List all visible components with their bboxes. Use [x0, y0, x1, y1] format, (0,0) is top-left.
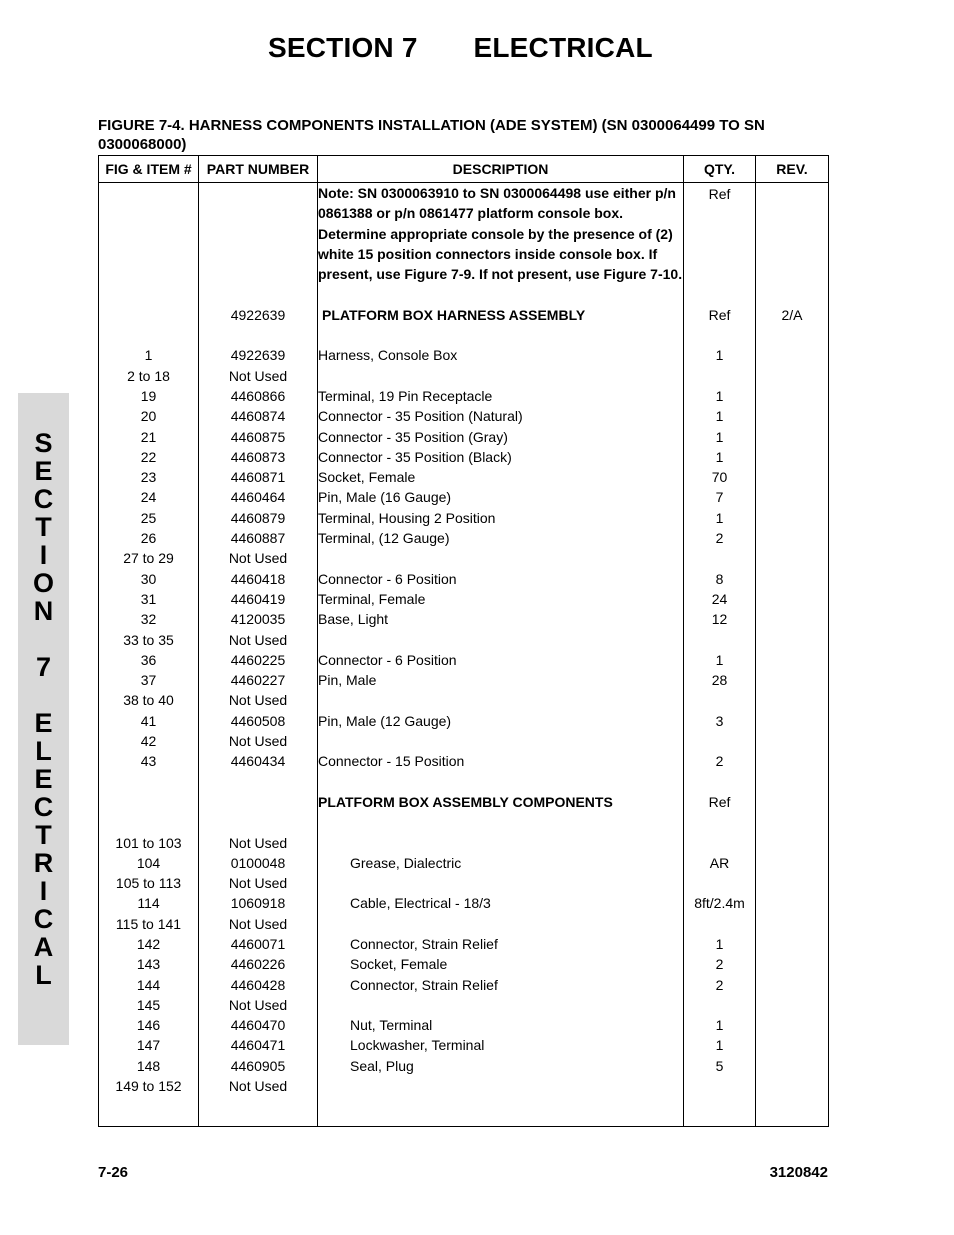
column-header-rev: REV.	[756, 156, 829, 183]
part-number-cell: Not Used	[199, 1076, 318, 1096]
description-cell	[318, 284, 684, 304]
rev-cell	[756, 508, 829, 528]
part-number-cell: 4460873	[199, 447, 318, 467]
rev-cell	[756, 325, 829, 345]
qty-cell: 12	[684, 609, 756, 629]
side-section-tab	[18, 393, 69, 1045]
rev-cell	[756, 569, 829, 589]
rev-cell	[756, 487, 829, 507]
table-row	[99, 487, 829, 507]
item-cell	[99, 183, 199, 285]
table-row	[99, 751, 829, 771]
side-tab-letter: R	[33, 848, 54, 878]
item-cell: 144	[99, 975, 199, 995]
part-number-cell: 4460887	[199, 528, 318, 548]
table-row	[99, 467, 829, 487]
qty-cell: 1	[684, 345, 756, 365]
table-row	[99, 792, 829, 812]
section-name: ELECTRICAL	[473, 32, 653, 63]
item-cell	[99, 772, 199, 792]
table-row	[99, 650, 829, 670]
rev-cell	[756, 792, 829, 812]
table-row	[99, 609, 829, 629]
spacer-cell	[99, 1096, 199, 1127]
column-header-qty: QTY.	[684, 156, 756, 183]
qty-cell	[684, 548, 756, 568]
rev-cell	[756, 609, 829, 629]
description-cell: Terminal, Female	[318, 589, 684, 609]
part-number-cell: 4460226	[199, 954, 318, 974]
rev-cell	[756, 812, 829, 832]
table-row	[99, 772, 829, 792]
part-number-cell: 4460225	[199, 650, 318, 670]
table-row	[99, 954, 829, 974]
rev-cell	[756, 893, 829, 913]
item-cell: 114	[99, 893, 199, 913]
description-cell	[318, 366, 684, 386]
qty-cell: Ref	[684, 305, 756, 325]
side-tab-letter: E	[34, 456, 53, 486]
description-cell	[318, 1076, 684, 1096]
table-row	[99, 386, 829, 406]
qty-cell: 8ft/2.4m	[684, 893, 756, 913]
side-tab-letter: T	[35, 820, 52, 850]
table-row	[99, 305, 829, 325]
page-number: 7-26	[98, 1164, 129, 1181]
table-spacer-row	[99, 1096, 829, 1127]
part-number-cell: Not Used	[199, 630, 318, 650]
table-header-row	[99, 156, 829, 183]
item-cell	[99, 325, 199, 345]
qty-cell: 1	[684, 1015, 756, 1035]
part-number-cell: 4460866	[199, 386, 318, 406]
description-cell: Lockwasher, Terminal	[318, 1035, 684, 1055]
table-row	[99, 873, 829, 893]
qty-cell	[684, 284, 756, 304]
description-cell	[318, 548, 684, 568]
qty-cell: 1	[684, 386, 756, 406]
item-cell: 101 to 103	[99, 833, 199, 853]
rev-cell	[756, 934, 829, 954]
qty-cell	[684, 366, 756, 386]
description-cell: Grease, Dialectric	[318, 853, 684, 873]
part-number-cell: Not Used	[199, 690, 318, 710]
item-cell: 37	[99, 670, 199, 690]
item-cell: 42	[99, 731, 199, 751]
item-cell: 2 to 18	[99, 366, 199, 386]
side-tab-letter: L	[35, 736, 52, 766]
item-cell: 21	[99, 427, 199, 447]
column-header-part-number: PART NUMBER	[199, 156, 318, 183]
item-cell	[99, 305, 199, 325]
part-number-cell: 4460071	[199, 934, 318, 954]
part-number-cell: Not Used	[199, 873, 318, 893]
table-row	[99, 1015, 829, 1035]
rev-cell	[756, 975, 829, 995]
qty-cell: 5	[684, 1056, 756, 1076]
side-tab-letter: N	[33, 596, 54, 626]
description-cell: Terminal, 19 Pin Receptacle	[318, 386, 684, 406]
side-tab-letter: E	[34, 764, 53, 794]
description-cell: Connector - 6 Position	[318, 569, 684, 589]
table-row	[99, 528, 829, 548]
description-cell: Connector, Strain Relief	[318, 934, 684, 954]
part-number-cell: 1060918	[199, 893, 318, 913]
part-number-cell: 4460875	[199, 427, 318, 447]
part-number-cell	[199, 325, 318, 345]
description-cell: Note: SN 0300063910 to SN 0300064498 use either p/n 0861388 or p/n 0861477 platform console box. Determine appropriate console by the presence of (2) white 15 position connectors inside console box. If present, use Figure 7-9. If not present, use Figure 7-10.	[318, 183, 684, 285]
description-cell: Connector - 35 Position (Black)	[318, 447, 684, 467]
table-row	[99, 325, 829, 345]
side-tab-letter: I	[39, 540, 48, 570]
part-number-cell: 4460464	[199, 487, 318, 507]
part-number-cell: 4460434	[199, 751, 318, 771]
table-row	[99, 630, 829, 650]
table-row	[99, 1035, 829, 1055]
item-cell: 25	[99, 508, 199, 528]
table-row	[99, 569, 829, 589]
table-row	[99, 934, 829, 954]
table-row	[99, 345, 829, 365]
item-cell	[99, 284, 199, 304]
part-number-cell	[199, 284, 318, 304]
description-cell	[318, 325, 684, 345]
table-row	[99, 893, 829, 913]
table-row	[99, 589, 829, 609]
part-number-cell: 4460905	[199, 1056, 318, 1076]
description-cell: Connector, Strain Relief	[318, 975, 684, 995]
description-cell: Connector - 35 Position (Natural)	[318, 406, 684, 426]
item-cell: 105 to 113	[99, 873, 199, 893]
item-cell: 43	[99, 751, 199, 771]
side-tab-letter: O	[32, 568, 54, 598]
parts-table	[98, 155, 829, 1127]
item-cell: 148	[99, 1056, 199, 1076]
rev-cell	[756, 183, 829, 285]
part-number-cell: Not Used	[199, 833, 318, 853]
qty-cell: Ref	[684, 792, 756, 812]
part-number-cell: 4460428	[199, 975, 318, 995]
table-row	[99, 508, 829, 528]
side-tab-letter: C	[33, 484, 54, 514]
part-number-cell	[199, 812, 318, 832]
rev-cell	[756, 690, 829, 710]
item-cell: 33 to 35	[99, 630, 199, 650]
rev-cell	[756, 427, 829, 447]
part-number-cell: 4460874	[199, 406, 318, 426]
table-row	[99, 711, 829, 731]
description-cell: Connector - 35 Position (Gray)	[318, 427, 684, 447]
table-row	[99, 1056, 829, 1076]
table-row	[99, 914, 829, 934]
rev-cell	[756, 528, 829, 548]
qty-cell: 70	[684, 467, 756, 487]
qty-cell	[684, 833, 756, 853]
item-cell: 19	[99, 386, 199, 406]
description-cell: Harness, Console Box	[318, 345, 684, 365]
side-tab-letter: S	[34, 428, 53, 458]
item-cell: 142	[99, 934, 199, 954]
item-cell: 23	[99, 467, 199, 487]
description-cell	[318, 833, 684, 853]
qty-cell: 1	[684, 406, 756, 426]
qty-cell	[684, 873, 756, 893]
description-cell: Connector - 6 Position	[318, 650, 684, 670]
description-cell	[318, 731, 684, 751]
item-cell: 27 to 29	[99, 548, 199, 568]
description-cell: Socket, Female	[318, 954, 684, 974]
qty-cell	[684, 995, 756, 1015]
item-cell: 36	[99, 650, 199, 670]
parts-table-body	[99, 183, 829, 1127]
rev-cell	[756, 467, 829, 487]
column-header-description: DESCRIPTION	[318, 156, 684, 183]
part-number-cell: 4460879	[199, 508, 318, 528]
item-cell: 24	[99, 487, 199, 507]
rev-cell	[756, 548, 829, 568]
qty-cell	[684, 325, 756, 345]
side-tab-letter: T	[35, 512, 52, 542]
qty-cell: 1	[684, 1035, 756, 1055]
part-number-cell: Not Used	[199, 914, 318, 934]
part-number-cell: 4120035	[199, 609, 318, 629]
description-cell: Cable, Electrical - 18/3	[318, 893, 684, 913]
part-number-cell: 4460419	[199, 589, 318, 609]
rev-cell	[756, 995, 829, 1015]
part-number-cell: Not Used	[199, 548, 318, 568]
rev-cell	[756, 447, 829, 467]
qty-cell	[684, 731, 756, 751]
rev-cell	[756, 406, 829, 426]
part-number-cell: Not Used	[199, 731, 318, 751]
table-row	[99, 183, 829, 285]
qty-cell: 8	[684, 569, 756, 589]
item-cell: 146	[99, 1015, 199, 1035]
rev-cell: 2/A	[756, 305, 829, 325]
qty-cell: 7	[684, 487, 756, 507]
table-row	[99, 548, 829, 568]
table-row	[99, 690, 829, 710]
table-row	[99, 670, 829, 690]
description-cell: Connector - 15 Position	[318, 751, 684, 771]
part-number-cell	[199, 772, 318, 792]
spacer-cell	[756, 1096, 829, 1127]
part-number-cell: Not Used	[199, 366, 318, 386]
qty-cell	[684, 630, 756, 650]
table-row	[99, 731, 829, 751]
section-label: SECTION 7	[268, 32, 418, 63]
item-cell: 147	[99, 1035, 199, 1055]
part-number-cell: 4460227	[199, 670, 318, 690]
part-number-cell: 4460418	[199, 569, 318, 589]
qty-cell: 2	[684, 975, 756, 995]
rev-cell	[756, 751, 829, 771]
item-cell: 20	[99, 406, 199, 426]
qty-cell: 2	[684, 954, 756, 974]
table-row	[99, 427, 829, 447]
qty-cell: 28	[684, 670, 756, 690]
qty-cell: 1	[684, 447, 756, 467]
description-cell: Seal, Plug	[318, 1056, 684, 1076]
table-row	[99, 284, 829, 304]
description-cell	[318, 995, 684, 1015]
side-tab-letter: C	[33, 792, 54, 822]
document-number: 3120842	[769, 1164, 828, 1181]
description-cell	[318, 690, 684, 710]
item-cell: 31	[99, 589, 199, 609]
qty-cell: 1	[684, 508, 756, 528]
rev-cell	[756, 589, 829, 609]
description-cell: Base, Light	[318, 609, 684, 629]
qty-cell: 1	[684, 934, 756, 954]
qty-cell	[684, 772, 756, 792]
rev-cell	[756, 1056, 829, 1076]
table-row	[99, 812, 829, 832]
description-cell	[318, 812, 684, 832]
rev-cell	[756, 670, 829, 690]
qty-cell: 3	[684, 711, 756, 731]
table-row	[99, 447, 829, 467]
part-number-cell: 4460871	[199, 467, 318, 487]
part-number-cell: 4922639	[199, 305, 318, 325]
qty-cell	[684, 914, 756, 934]
description-cell: Nut, Terminal	[318, 1015, 684, 1035]
description-cell: PLATFORM BOX HARNESS ASSEMBLY	[318, 305, 684, 325]
rev-cell	[756, 833, 829, 853]
rev-cell	[756, 1035, 829, 1055]
side-tab-letter: 7	[35, 652, 52, 682]
section-title	[268, 32, 653, 64]
rev-cell	[756, 386, 829, 406]
part-number-cell: Not Used	[199, 995, 318, 1015]
rev-cell	[756, 914, 829, 934]
item-cell: 145	[99, 995, 199, 1015]
qty-cell	[684, 812, 756, 832]
description-cell: Terminal, Housing 2 Position	[318, 508, 684, 528]
item-cell: 1	[99, 345, 199, 365]
item-cell: 32	[99, 609, 199, 629]
rev-cell	[756, 366, 829, 386]
figure-title: FIGURE 7-4. HARNESS COMPONENTS INSTALLATION (ADE SYSTEM) (SN 0300064499 TO SN 0300068000)	[98, 117, 765, 153]
item-cell	[99, 792, 199, 812]
item-cell	[99, 812, 199, 832]
table-row	[99, 995, 829, 1015]
qty-cell: 24	[684, 589, 756, 609]
description-cell	[318, 772, 684, 792]
table-row	[99, 975, 829, 995]
rev-cell	[756, 630, 829, 650]
table-row	[99, 366, 829, 386]
qty-cell: 2	[684, 751, 756, 771]
rev-cell	[756, 711, 829, 731]
part-number-cell: 4922639	[199, 345, 318, 365]
table-row	[99, 853, 829, 873]
spacer-cell	[318, 1096, 684, 1127]
item-cell: 149 to 152	[99, 1076, 199, 1096]
rev-cell	[756, 345, 829, 365]
item-cell: 22	[99, 447, 199, 467]
qty-cell: 2	[684, 528, 756, 548]
item-cell: 104	[99, 853, 199, 873]
description-cell: Pin, Male	[318, 670, 684, 690]
rev-cell	[756, 772, 829, 792]
qty-cell	[684, 690, 756, 710]
description-cell: Pin, Male (12 Gauge)	[318, 711, 684, 731]
qty-cell: 1	[684, 427, 756, 447]
item-cell: 143	[99, 954, 199, 974]
part-number-cell: 4460471	[199, 1035, 318, 1055]
item-cell: 30	[99, 569, 199, 589]
rev-cell	[756, 650, 829, 670]
spacer-cell	[199, 1096, 318, 1127]
description-cell	[318, 873, 684, 893]
side-tab-letter: A	[33, 932, 54, 962]
side-tab-letter: C	[33, 904, 54, 934]
part-number-cell	[199, 183, 318, 285]
rev-cell	[756, 1015, 829, 1035]
qty-cell: 1	[684, 650, 756, 670]
rev-cell	[756, 853, 829, 873]
column-header-item: FIG & ITEM #	[99, 156, 199, 183]
description-cell: PLATFORM BOX ASSEMBLY COMPONENTS	[318, 792, 684, 812]
description-cell: Socket, Female	[318, 467, 684, 487]
qty-cell: AR	[684, 853, 756, 873]
item-cell: 38 to 40	[99, 690, 199, 710]
part-number-cell	[199, 792, 318, 812]
description-cell	[318, 914, 684, 934]
side-tab-letter: E	[34, 708, 53, 738]
description-cell: Terminal, (12 Gauge)	[318, 528, 684, 548]
qty-cell: Ref	[684, 183, 756, 285]
rev-cell	[756, 873, 829, 893]
part-number-cell: 0100048	[199, 853, 318, 873]
item-cell: 41	[99, 711, 199, 731]
part-number-cell: 4460470	[199, 1015, 318, 1035]
description-cell: Pin, Male (16 Gauge)	[318, 487, 684, 507]
rev-cell	[756, 1076, 829, 1096]
rev-cell	[756, 731, 829, 751]
table-row	[99, 833, 829, 853]
spacer-cell	[684, 1096, 756, 1127]
side-tab-letter: L	[35, 960, 52, 990]
table-row	[99, 1076, 829, 1096]
item-cell: 26	[99, 528, 199, 548]
rev-cell	[756, 954, 829, 974]
table-row	[99, 406, 829, 426]
description-cell	[318, 630, 684, 650]
part-number-cell: 4460508	[199, 711, 318, 731]
item-cell: 115 to 141	[99, 914, 199, 934]
qty-cell	[684, 1076, 756, 1096]
rev-cell	[756, 284, 829, 304]
side-tab-letter: I	[39, 876, 48, 906]
